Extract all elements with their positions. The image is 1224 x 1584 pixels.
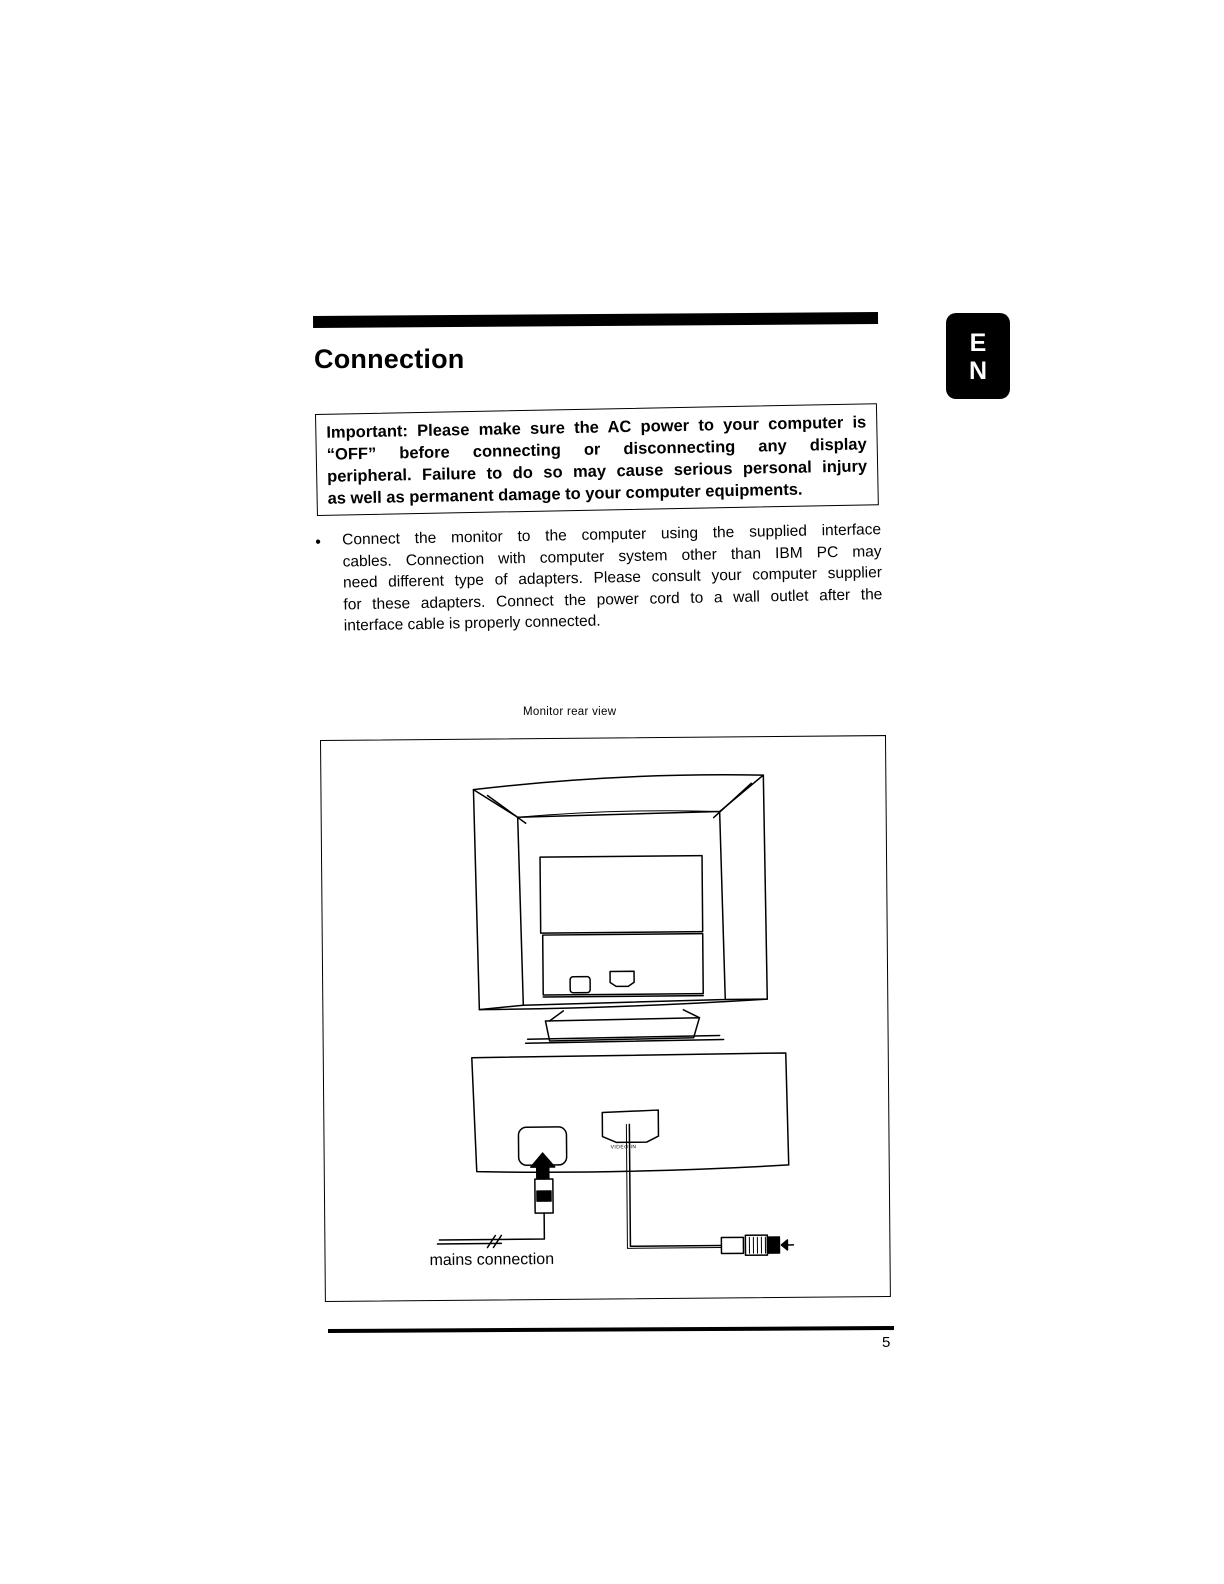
instruction-line: Connect the monitor to the computer using the supplied interface: [342, 521, 882, 549]
video-connector-icon: [721, 1237, 743, 1253]
important-notice-box: [315, 403, 879, 516]
video-port-label: VIDEO IN: [610, 1144, 637, 1151]
monitor-power-socket-icon: [570, 977, 590, 993]
video-port-icon: [602, 1110, 658, 1142]
instruction-paragraph: [342, 519, 883, 637]
important-notice-line: peripheral. Failure to do so may cause serious personal injury: [327, 457, 868, 486]
language-tab-letter-e: E: [969, 329, 987, 357]
monitor-rear-view-figure: [320, 735, 891, 1302]
instruction-line: need different type of adapters. Please consult your computer supplier: [342, 564, 883, 592]
important-notice-line: Important: Please make sure the AC power to your computer is: [326, 413, 867, 442]
instruction-line: cables. Connection with computer system other than IBM PC may: [342, 542, 882, 570]
language-tab-letter-n: N: [968, 357, 988, 385]
monitor-rear-illustration: [321, 736, 892, 1303]
figure-caption: Monitor rear view: [523, 706, 617, 718]
page-title: Connection: [314, 344, 465, 374]
instruction-line: interface cable is properly connected.: [343, 612, 601, 635]
header-rule: [313, 312, 878, 328]
bullet-marker: •: [315, 533, 322, 551]
mains-connection-label: mains connection: [429, 1250, 555, 1270]
rear-panel-upper: [540, 856, 703, 933]
mains-cable: [439, 1233, 544, 1240]
direction-arrow-icon: [781, 1240, 787, 1250]
monitor-video-port-icon: [610, 971, 634, 986]
footer-rule: [328, 1326, 894, 1333]
page-number: 5: [882, 1334, 891, 1351]
language-tab: [946, 313, 1010, 399]
important-notice-line: “OFF” before connecting or disconnecting any display: [326, 435, 867, 464]
instruction-line: for these adapters. Connect the power cord to a wall outlet after the: [343, 585, 883, 613]
important-notice-line: as well as permanent damage to your computer equipments.: [327, 480, 803, 508]
power-arrow-icon: [531, 1153, 555, 1179]
instruction-bullet: [315, 519, 883, 637]
monitor-rear-frame: [518, 811, 726, 1005]
